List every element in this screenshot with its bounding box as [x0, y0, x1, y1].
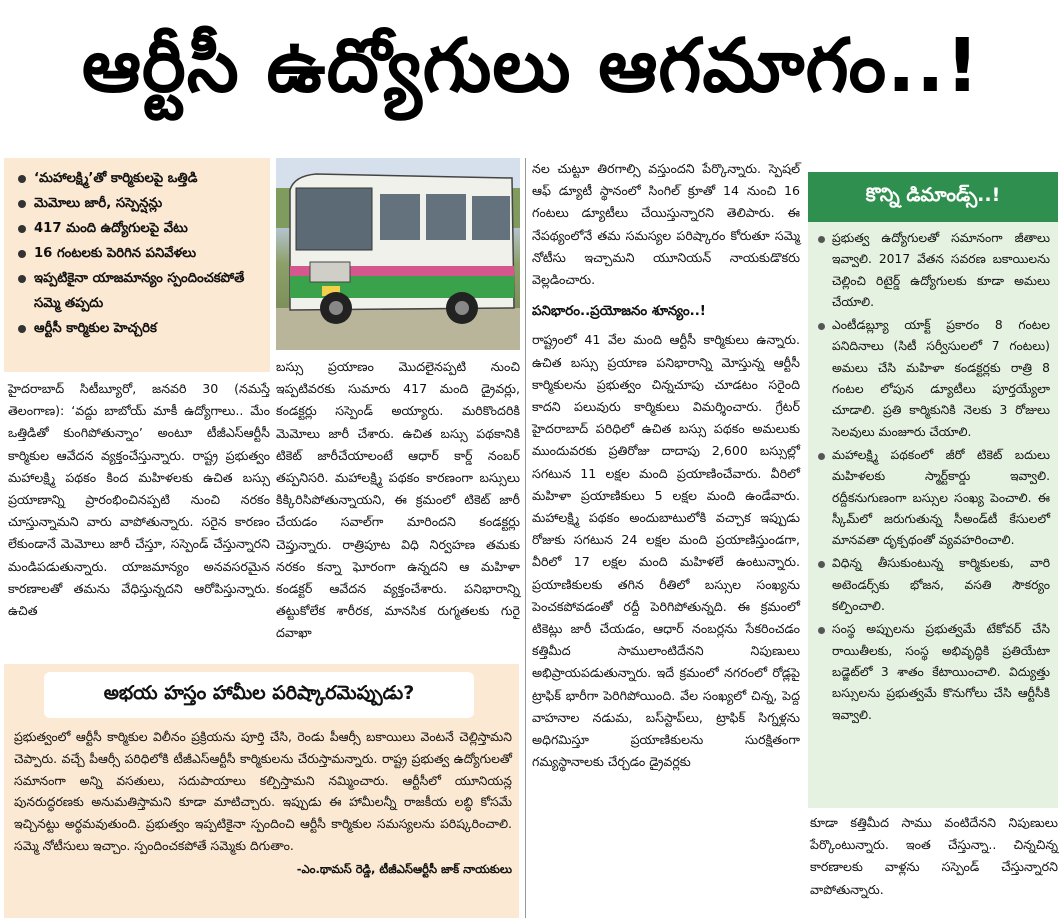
- section-subhead: పనిభారం..ప్రయోజనం శూన్యం..!: [532, 304, 706, 320]
- abhaya-signature: -ఎం.థామస్ రెడ్డి, టీజీఎస్ఆర్టీసీ జాక్ నాయకులు: [296, 861, 512, 876]
- demand-item: ప్రభుత్వ ఉద్యోగులతో సమానంగా జీతాలు ఇవ్వాలి. 2017 వేతన సవరణ బకాయిలను చెల్లించి రిటైర్డ్ ఉద్యోగులకు కూడా అమలు చేయాలి.: [818, 228, 1050, 313]
- article-column-3: [532, 158, 800, 918]
- highlight-item: ఇప్పటికైనా యాజమాన్యం స్పందించకపోతే సమ్మె తప్పదు: [18, 266, 262, 316]
- demands-box: [808, 172, 1058, 808]
- highlight-item: 16 గంటలకు పెరిగిన పనివేళలు: [18, 241, 262, 266]
- article-text: హైదరాబాద్ సిటీబ్యూరో, జనవరి 30 (నమస్తే తెలంగాణ): ‘వద్దు బాబోయ్ మాకీ ఉద్యోగాలు.. మేం ఒత్తిడితో కుంగిపోతున్నాం’ అంటూ టీజీఎస్ఆర్టీసీ కార్మికుల ఆవేదన వ్యక్తంచేస్తున్నారు. రాష్ట్ర ప్రభుత్వం మహాలక్ష్మి పథకం కింద మహిళలకు ఉచిత బస్సు ప్రయాణాన్ని ప్రారంభించినప్పటి నుంచి నరకం చూస్తున్నామని వారు వాపోతున్నారు. సరైన కారణం లేకుండానే మెమోలు జారీ చేస్తూ, సస్పెండ్ చేస్తున్నారని మండిపడుతున్నారు. యాజమాన్యం అనవసరమైన కారణాలతో తమను వేధిస్తున్నదని ఆరోపిస్తున్నారు. ఉచిత: [8, 381, 270, 619]
- article-text: రాష్ట్రంలో 41 వేల మంది ఆర్టీసీ కార్మికులు ఉన్నారు. ఉచిత బస్సు ప్రయాణ పనిభారాన్ని మోస్తున్న ఆర్టీసీ కార్మికులను ప్రభుత్వం చిన్నచూపు చూడటం సరైంది కాదని పలువురు కార్మికులు విమర్శించారు. గ్రేటర్ హైదరాబాద్ పరిధిలో ఉచిత బస్సు పథకం అమలుకు ముందువరకు ప్రతిరోజు దాదాపు 2,600 బస్సుల్లో సగటున 11 లక్షల మంది ప్రయాణించేవారు. వీరిలో మహిళా ప్రయాణికులు 5 లక్షల మంది ఉండేవారు. మహాలక్ష్మి పథకం అందుబాటులోకి వచ్చాక ఇప్పుడు రోజుకు సగటున 24 లక్షల మంది ప్రయాణిస్తుండగా, వీరిలో 17 లక్షల మంది మహిళలే ఉంటున్నారు. ప్రయాణికులకు తగిన రీతిలో బస్సుల సంఖ్యను పెంచకపోవడంతో రద్దీ పెరిగిపోతున్నది. ఈ క్రమంలో టికెట్లు జారీ చేయడం, ఆధార్ నంబర్లను సేకరించడం కత్తిమీద సాములాంటిదేనని నిపుణులు అభిప్రాయపడుతున్నారు. ఇదే క్రమంలో నగరంలో రోడ్లపై ట్రాఫిక్ భారీగా పెరిగిపోయింది. వేల సంఖ్యలో చిన్న, పెద్ద వాహనాల నడుమ, బస్‌స్టాప్‌లు, ట్రాఫిక్ సిగ్నళ్లను అధిగమిస్తూ ప్రయాణికులను సురక్షితంగా గమ్యస్థానాలకు చేర్చడం డ్రైవర్లకు: [532, 332, 800, 770]
- highlight-item: ‘మహాలక్ష్మి’తో కార్మికులపై ఒత్తిడి: [18, 166, 262, 191]
- highlights-box: [4, 158, 270, 372]
- demand-item: మహాలక్ష్మి పథకంలో జీరో టికెట్ బదులు మహిళలకు స్మార్ట్‌కార్డు ఇవ్వాలి. రద్దీకనుగుణంగా బస్సుల సంఖ్య పెంచాలి. ఈ స్కీమ్‌లో జరుగుతున్న సీఅండ్‌టీ కేసులలో మానవతా దృక్పథంతో వ్యవహరించాలి.: [818, 445, 1050, 551]
- demand-item: విధిన్న తీసుకుంటున్న కార్మికులకు, వారి అటెండర్స్‌కు భోజన, వసతి సౌకర్యం కల్పించాలి.: [818, 553, 1050, 617]
- article-column-2: [276, 356, 520, 660]
- bus-icon: [276, 158, 520, 350]
- column-divider: [525, 158, 526, 918]
- demand-item: సంస్థ అప్పులను ప్రభుత్వమే టేకోవర్ చేసి రాయితీలకు, సంస్థ అభివృద్ధికి ప్రతియేటా బడ్జెట్‌లో 3 శాతం కేటాయించాలి. విద్యుత్తు బస్సులను ప్రభుత్వమే కొనుగోలు చేసి ఆర్టీసీకి ఇవ్వాలి.: [818, 619, 1050, 725]
- bus-photo: [276, 158, 520, 350]
- article-column-1: [8, 378, 270, 660]
- abhaya-text: ప్రభుత్వంలో ఆర్టీసీ కార్మికుల విలీనం ప్రక్రియను పూర్తి చేసి, రెండు పీఆర్సీ బకాయిలు వెంటనే చెల్లిస్తామని చెప్పారు. వచ్చే పీఆర్సీ పరిధిలోకి టీజీఎస్ఆర్టీసీ కార్మికులను చేరుస్తామన్నారు. రాష్ట్ర ప్రభుత్వ ఉద్యోగులతో సమానంగా అన్ని వసతులు, సదుపాయాలు కల్పిస్తామని నమ్మించారు. ఆర్టీసీలో యూనియన్ల పునరుద్ధరణకు అనుమతిస్తామని కూడా మాటిచ్చారు. ఇప్పుడు ఈ హామీలన్నీ రాజకీయ లబ్ధి కోసమే ఇచ్చినట్టు అర్థమవుతుంది. ప్రభుత్వం ఇప్పటికైనా స్పందించి ఆర్టీసీ కార్మికుల సమస్యలను పరిష్కరించాలి. సమ్మె నోటీసులు ఇచ్చాం. స్పందించకపోతే సమ్మెకు దిగుతాం.: [14, 729, 512, 853]
- highlight-item: 417 మంది ఉద్యోగులపై వేటు: [18, 216, 262, 241]
- highlight-item: ఆర్టీసీ కార్మికుల హెచ్చరిక: [18, 316, 262, 341]
- highlights-list: [18, 166, 262, 341]
- abhaya-hastam-box: [4, 664, 519, 918]
- headline: ఆర్టీసీ ఉద్యోగులు ఆగమాగం..!: [81, 23, 981, 109]
- demands-list: [808, 222, 1058, 726]
- demands-title: కొన్ని డిమాండ్స్..!: [808, 172, 1058, 222]
- demand-item: ఎంటీడబ్ల్యూ యాక్ట్ ప్రకారం 8 గంటల పనిదినాలు (సిటీ సర్వీసులలో 7 గంటలు) అమలు చేసి మహిళా కండక్టర్లకు రాత్రి 8 గంటల లోపున డ్యూటీలు పూర్తయ్యేలా చూడాలి. ప్రతి కార్మికునికి నెలకు 3 రోజులు సెలవులు మంజూరు చేయాలి.: [818, 315, 1050, 443]
- article-text: బస్సు ప్రయాణం మొదలైనప్పటి నుంచి ఇప్పటివరకు సుమారు 417 మంది డ్రైవర్లు, కండక్టర్లు సస్పెండ్ అయ్యారు. మరికొందరికి మెమోలు జారీ చేశారు. ఉచిత బస్సు పథకానికి టికెట్ జారీచేయాలంటే ఆధార్ కార్డ్ నంబర్ తప్పనిసరి. మహాలక్ష్మి పథకం కారణంగా బస్సులు కిక్కిరిసిపోతున్నాయని, ఈ క్రమంలో టికెట్ జారీ చేయడం సవాల్‌గా మారిందని కండక్టర్లు చెప్తున్నారు. రాత్రిపూట విధి నిర్వహణ తమకు నరకం కన్నా ఘోరంగా ఉన్నదని ఆ మహిళా కండక్టర్ ఆవేదన వ్యక్తంచేశారు. పనిభారాన్ని తట్టుకోలేక శారీరక, మానసిక రుగ్మతలకు గురై దవాఖా: [276, 359, 520, 641]
- abhaya-title: అభయ హస్తం హామీల పరిష్కారమెప్పుడు?: [44, 672, 474, 718]
- highlight-item: మెమోలు జారీ, సస్పెన్షన్లు: [18, 191, 262, 216]
- article-column-4-tail: [810, 812, 1058, 918]
- article-text: నల చుట్టూ తిరగాల్సి వస్తుందని పేర్కొన్నారు. స్పెషల్ ఆఫ్ డ్యూటీ స్థానంలో సింగిల్ క్రూతో 14 నుంచి 16 గంటలు డ్యూటీలు చేయిస్తున్నారని తెలిపారు. ఈ నేపథ్యంలోనే తమ సమస్యల పరిష్కారం కోరుతూ సమ్మె నోటీసు ఇచ్చామని యూనియన్ నాయకుడొకరు వెల్లడించారు.: [532, 161, 800, 288]
- abhaya-body: [14, 726, 512, 881]
- article-text: కూడా కత్తిమీద సాము వంటిదేనని నిపుణులు పేర్కొంటున్నారు. ఇంత చేస్తున్నా.. చిన్నచిన్న కారణాలకు వాళ్లను సస్పెండ్ చేస్తున్నారని వాపోతున్నారు.: [810, 815, 1058, 897]
